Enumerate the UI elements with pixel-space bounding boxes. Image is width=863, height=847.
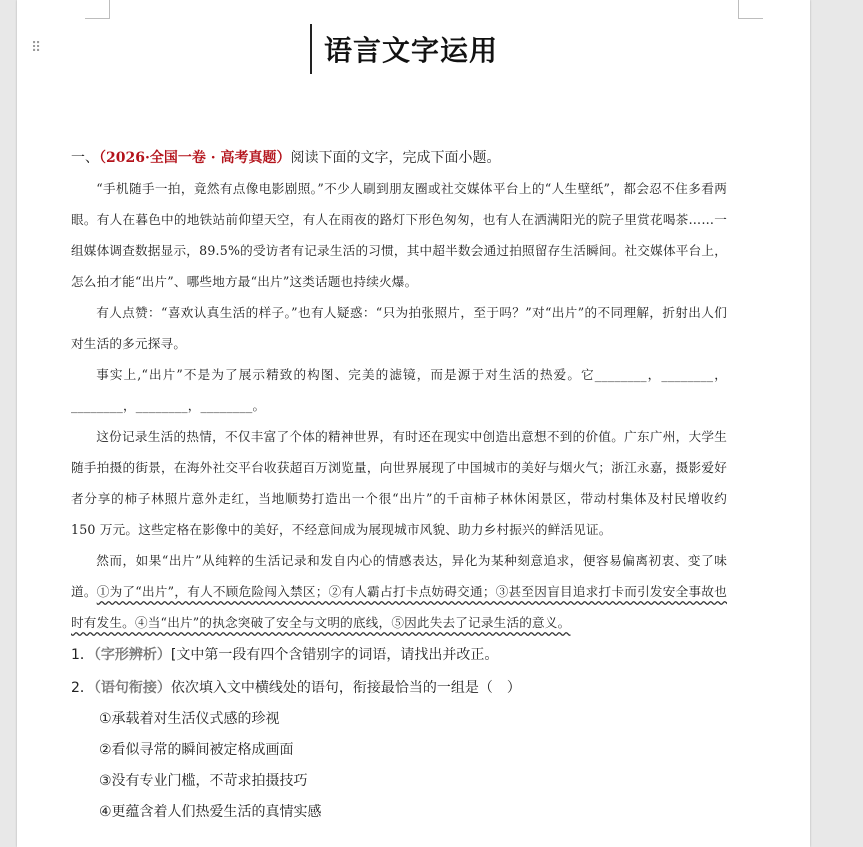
subquestion-1-number: 1． xyxy=(71,647,94,663)
passage-paragraph-4: 这份记录生活的热情，不仅丰富了个体的精神世界，有时还在现实中创造出意想不到的价值。广东广州，大学生随手拍摄的街景，在海外社交平台收获超百万浏览量，向世界展现了中国城市的美好与烟火气；浙江永嘉，摄影爱好者分享的柿子林照片意外走红，当地顺势打造出一个很“出片”的千亩柿子林休闲景区，带动村集体及村民增收约 150 万元。这些定格在影像中的美好，不经意间成为展现城市风貌、助力乡村振兴的鲜活见证。 xyxy=(71,429,727,537)
question-heading xyxy=(71,143,727,173)
margin-corner-top-left xyxy=(85,0,110,19)
option-3: ③没有专业门槛，不苛求拍摄技巧 xyxy=(99,773,308,789)
paragraph-5-plain: 然而，如果“出片”从纯粹的生活记录和发自内心的情感表达，异化为某种刻意追求，便容易偏离初衷、变了味道。 xyxy=(71,553,727,599)
passage-paragraph-3: 事实上,“出片”不是为了展示精致的构图、完美的滤镜，而是源于对生活的热爱。它________，________，________，________，________。 xyxy=(71,367,727,413)
page-title[interactable]: 语言文字运用 xyxy=(324,34,499,67)
margin-corner-top-right xyxy=(738,0,763,19)
question-prompt: 阅读下面的文字，完成下面小题。 xyxy=(290,150,501,166)
title-block xyxy=(310,24,498,74)
subquestion-1-tag: （字形辨析） xyxy=(93,647,171,663)
subquestion-2-text: 依次填入文中横线处的语句，衔接最恰当的一组是（ ） xyxy=(170,680,521,696)
subquestion-1-text: [文中第一段有四个含错别字的词语，请找出并改正。 xyxy=(170,647,499,663)
subquestion-2-tag: （语句衔接） xyxy=(93,680,171,696)
question-number: 一、 xyxy=(71,150,99,166)
option-2: ②看似寻常的瞬间被定格成画面 xyxy=(99,742,294,758)
subquestion-2 xyxy=(71,673,727,704)
subquestion-2-number: 2． xyxy=(71,680,94,696)
subquestion-1 xyxy=(71,640,727,671)
passage-paragraph-1: “手机随手一拍，竟然有点像电影剧照。”不少人刷到朋友圈或社交媒体平台上的“人生壁纸”，都会忍不住多看两眼。有人在暮色中的地铁站前仰望天空，有人在雨夜的路灯下形色匆匆，也有人在洒满阳光的院子里赏花喝茶……一组媒体调查数据显示，89.5%的受访者有记录生活的习惯，其中超半数会通过拍照留存生活瞬间。社交媒体平台上，怎么拍才能“出片”、哪些地方最“出片”这类话题也持续火爆。 xyxy=(71,181,727,289)
text-cursor xyxy=(310,24,312,74)
passage-paragraph-5 xyxy=(71,545,727,638)
paragraph-5-wavy-underlined: ①为了“出片”，有人不顾危险闯入禁区；②有人霸占打卡点妨碍交通；③甚至因盲目追求打卡而引发安全事故也时有发生。④当“出片”的执念突破了安全与文明的底线，⑤因此失去了记录生活的意义。 xyxy=(71,584,727,630)
drag-handle-icon[interactable]: ⠿ xyxy=(31,40,42,56)
question-source: （2026·全国一卷 · 高考真题） xyxy=(99,150,291,166)
option-1: ①承载着对生活仪式感的珍视 xyxy=(99,711,280,727)
option-4: ④更蕴含着人们热爱生活的真情实感 xyxy=(99,804,322,820)
passage-paragraph-2: 有人点赞：“喜欢认真生活的样子。”也有人疑惑：“只为拍张照片，至于吗？”对“出片”的不同理解，折射出人们对生活的多元探寻。 xyxy=(71,305,727,351)
document-body[interactable] xyxy=(71,143,727,828)
